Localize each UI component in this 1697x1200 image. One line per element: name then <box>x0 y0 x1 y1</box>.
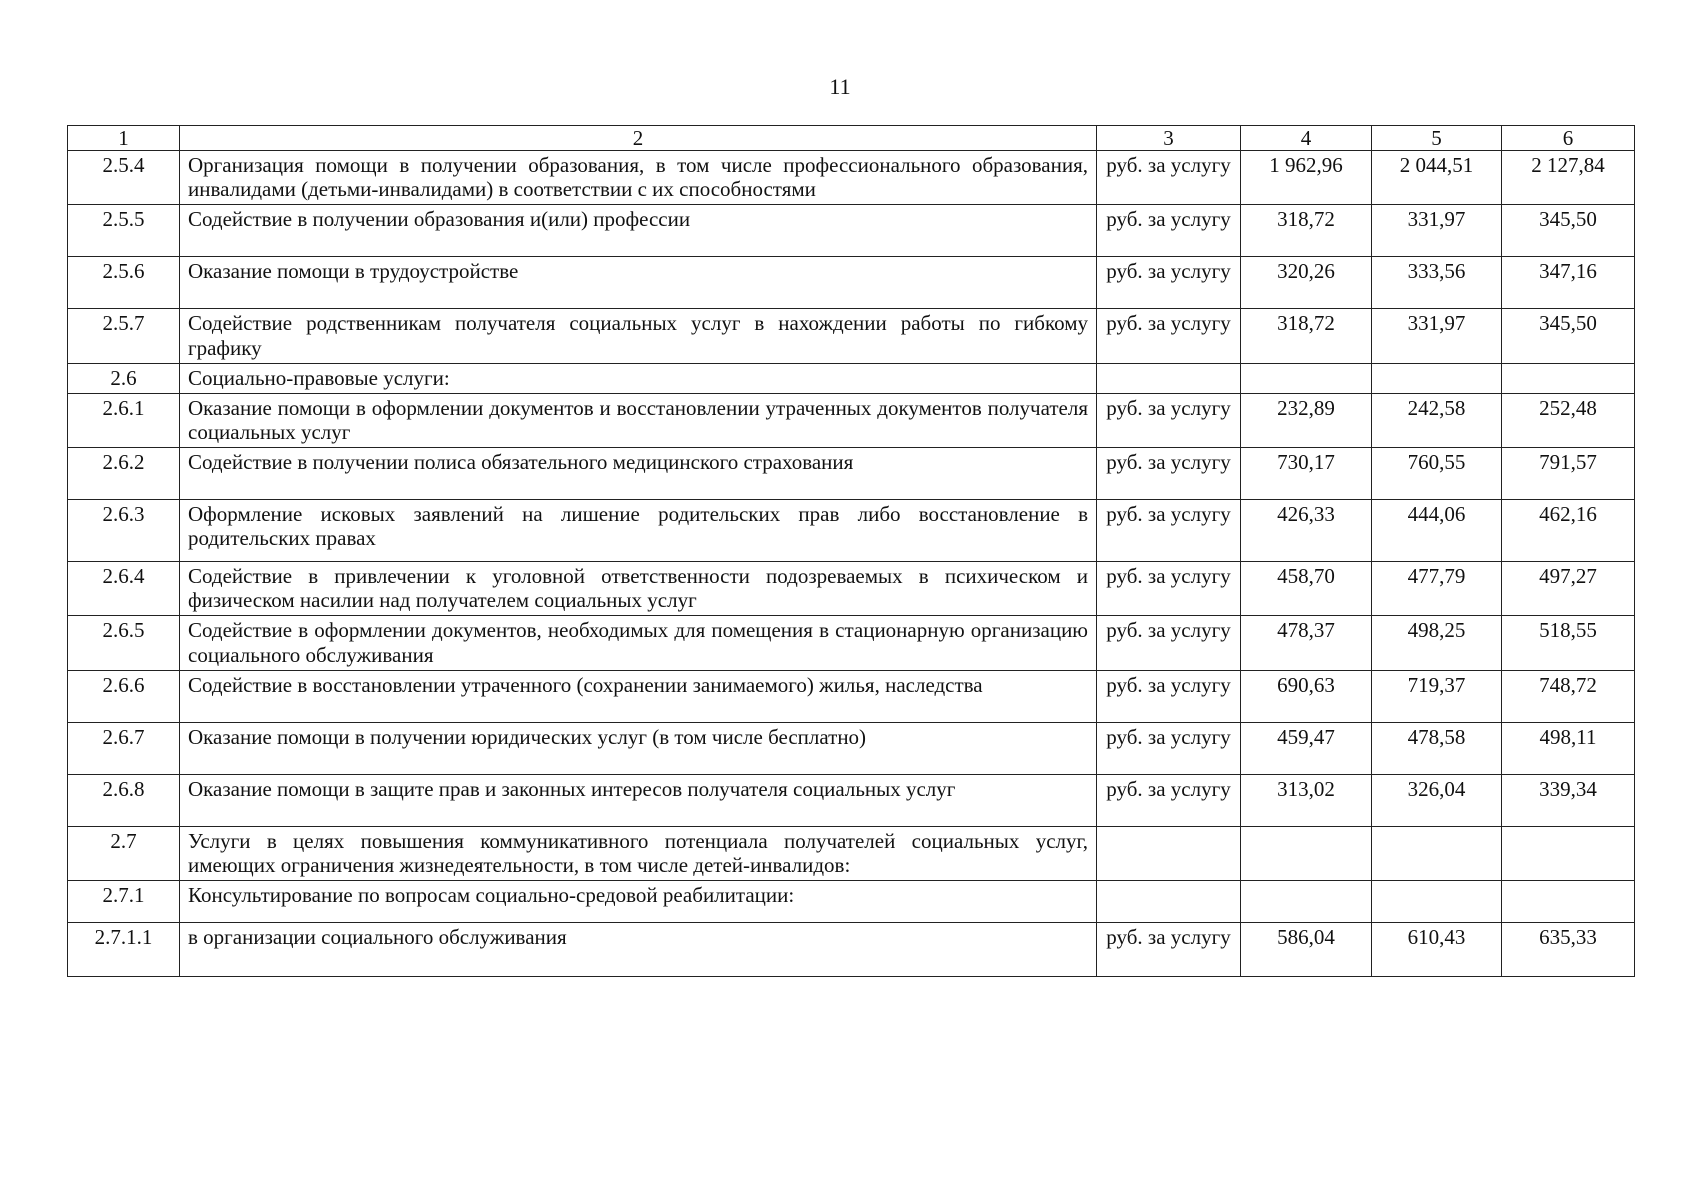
table-row <box>68 670 1635 722</box>
item-number: 2.6.5 <box>68 616 180 670</box>
page-number: 11 <box>829 74 851 99</box>
tariff-value-col-4: 426,33 <box>1241 500 1372 562</box>
tariff-value-col-6 <box>1502 880 1635 922</box>
table-row <box>68 616 1635 670</box>
item-number: 2.6.8 <box>68 774 180 826</box>
service-name: Социально-правовые услуги: <box>180 363 1097 393</box>
table-row <box>68 500 1635 562</box>
tariff-value-col-5: 331,97 <box>1372 205 1502 257</box>
tariff-value-col-5: 331,97 <box>1372 309 1502 363</box>
tariff-value-col-5: 760,55 <box>1372 448 1502 500</box>
tariff-value-col-5: 478,58 <box>1372 722 1502 774</box>
service-name: Оказание помощи в оформлении документов и восстановлении утраченных документов получателя социальных услуг <box>180 393 1097 447</box>
item-number: 2.6.7 <box>68 722 180 774</box>
service-name: Содействие в получении образования и(или) профессии <box>180 205 1097 257</box>
item-number: 2.5.6 <box>68 257 180 309</box>
unit-of-measure: руб. за услугу <box>1097 562 1241 616</box>
tariff-value-col-5: 242,58 <box>1372 393 1502 447</box>
header-col-2: 2 <box>180 126 1097 151</box>
table-row <box>68 826 1635 880</box>
tariff-value-col-6: 791,57 <box>1502 448 1635 500</box>
table-row <box>68 257 1635 309</box>
tariff-value-col-4: 318,72 <box>1241 309 1372 363</box>
tariff-value-col-4: 320,26 <box>1241 257 1372 309</box>
tariff-value-col-5: 333,56 <box>1372 257 1502 309</box>
tariff-value-col-4 <box>1241 363 1372 393</box>
table-row <box>68 151 1635 205</box>
unit-of-measure: руб. за услугу <box>1097 722 1241 774</box>
tariff-value-col-6: 345,50 <box>1502 309 1635 363</box>
tariff-value-col-6: 462,16 <box>1502 500 1635 562</box>
tariff-value-col-4: 458,70 <box>1241 562 1372 616</box>
tariff-value-col-4 <box>1241 880 1372 922</box>
tariff-value-col-4: 232,89 <box>1241 393 1372 447</box>
unit-of-measure: руб. за услугу <box>1097 393 1241 447</box>
table-row <box>68 363 1635 393</box>
unit-of-measure: руб. за услугу <box>1097 670 1241 722</box>
tariff-value-col-5: 610,43 <box>1372 922 1502 976</box>
header-col-6: 6 <box>1502 126 1635 151</box>
service-name: Содействие в привлечении к уголовной ответственности подозреваемых в психическом и физическом насилии над получателем социальных услуг <box>180 562 1097 616</box>
service-name: в организации социального обслуживания <box>180 922 1097 976</box>
item-number: 2.7 <box>68 826 180 880</box>
table-row <box>68 880 1635 922</box>
service-name: Оказание помощи в трудоустройстве <box>180 257 1097 309</box>
tariff-value-col-6: 347,16 <box>1502 257 1635 309</box>
table-body <box>68 126 1635 977</box>
table-row <box>68 205 1635 257</box>
tariff-value-col-4 <box>1241 826 1372 880</box>
header-col-5: 5 <box>1372 126 1502 151</box>
tariff-value-col-5: 326,04 <box>1372 774 1502 826</box>
unit-of-measure: руб. за услугу <box>1097 257 1241 309</box>
item-number: 2.5.7 <box>68 309 180 363</box>
item-number: 2.5.5 <box>68 205 180 257</box>
tariff-value-col-5 <box>1372 363 1502 393</box>
table-row <box>68 722 1635 774</box>
service-name: Содействие в оформлении документов, необходимых для помещения в стационарную организацию социального обслуживания <box>180 616 1097 670</box>
tariff-value-col-5: 719,37 <box>1372 670 1502 722</box>
item-number: 2.6.4 <box>68 562 180 616</box>
tariff-value-col-4: 690,63 <box>1241 670 1372 722</box>
tariff-table <box>67 125 1635 977</box>
unit-of-measure: руб. за услугу <box>1097 500 1241 562</box>
service-name: Услуги в целях повышения коммуникативного потенциала получателей социальных услуг, имеющих ограничения жизнедеятельности, в том числе детей-инвалидов: <box>180 826 1097 880</box>
header-col-1: 1 <box>68 126 180 151</box>
service-name: Организация помощи в получении образования, в том числе профессионального образования, инвалидами (детьми-инвалидами) в соответствии с их способностями <box>180 151 1097 205</box>
table-row <box>68 393 1635 447</box>
unit-of-measure: руб. за услугу <box>1097 309 1241 363</box>
tariff-value-col-4: 730,17 <box>1241 448 1372 500</box>
unit-of-measure: руб. за услугу <box>1097 922 1241 976</box>
tariff-value-col-5: 2 044,51 <box>1372 151 1502 205</box>
header-col-4: 4 <box>1241 126 1372 151</box>
item-number: 2.6.6 <box>68 670 180 722</box>
tariff-value-col-5: 498,25 <box>1372 616 1502 670</box>
tariff-value-col-4: 478,37 <box>1241 616 1372 670</box>
unit-of-measure: руб. за услугу <box>1097 774 1241 826</box>
table-row <box>68 309 1635 363</box>
service-name: Содействие в получении полиса обязательного медицинского страхования <box>180 448 1097 500</box>
service-name: Оказание помощи в защите прав и законных интересов получателя социальных услуг <box>180 774 1097 826</box>
unit-of-measure: руб. за услугу <box>1097 616 1241 670</box>
item-number: 2.5.4 <box>68 151 180 205</box>
service-name: Оформление исковых заявлений на лишение родительских прав либо восстановление в родительских правах <box>180 500 1097 562</box>
service-name: Содействие родственникам получателя социальных услуг в нахождении работы по гибкому графику <box>180 309 1097 363</box>
tariff-value-col-6: 498,11 <box>1502 722 1635 774</box>
unit-of-measure <box>1097 880 1241 922</box>
tariff-value-col-6: 635,33 <box>1502 922 1635 976</box>
tariff-value-col-6: 339,34 <box>1502 774 1635 826</box>
unit-of-measure: руб. за услугу <box>1097 448 1241 500</box>
table-row <box>68 448 1635 500</box>
tariff-value-col-6 <box>1502 826 1635 880</box>
unit-of-measure <box>1097 363 1241 393</box>
table-row <box>68 562 1635 616</box>
tariff-value-col-4: 1 962,96 <box>1241 151 1372 205</box>
item-number: 2.7.1.1 <box>68 922 180 976</box>
item-number: 2.6.2 <box>68 448 180 500</box>
tariff-value-col-6: 497,27 <box>1502 562 1635 616</box>
header-col-3: 3 <box>1097 126 1241 151</box>
tariff-value-col-5 <box>1372 880 1502 922</box>
tariff-value-col-6: 518,55 <box>1502 616 1635 670</box>
tariff-value-col-5: 477,79 <box>1372 562 1502 616</box>
tariff-value-col-5: 444,06 <box>1372 500 1502 562</box>
tariff-value-col-6: 252,48 <box>1502 393 1635 447</box>
item-number: 2.6 <box>68 363 180 393</box>
tariff-value-col-6: 748,72 <box>1502 670 1635 722</box>
tariff-value-col-4: 459,47 <box>1241 722 1372 774</box>
service-name: Содействие в восстановлении утраченного (сохранении занимаемого) жилья, наследства <box>180 670 1097 722</box>
service-name: Оказание помощи в получении юридических услуг (в том числе бесплатно) <box>180 722 1097 774</box>
tariff-value-col-6 <box>1502 363 1635 393</box>
tariff-value-col-6: 2 127,84 <box>1502 151 1635 205</box>
tariff-value-col-4: 318,72 <box>1241 205 1372 257</box>
tariff-value-col-4: 313,02 <box>1241 774 1372 826</box>
table-row <box>68 922 1635 976</box>
item-number: 2.7.1 <box>68 880 180 922</box>
tariff-value-col-6: 345,50 <box>1502 205 1635 257</box>
tariff-value-col-5 <box>1372 826 1502 880</box>
unit-of-measure: руб. за услугу <box>1097 205 1241 257</box>
tariff-value-col-4: 586,04 <box>1241 922 1372 976</box>
unit-of-measure <box>1097 826 1241 880</box>
table-row <box>68 774 1635 826</box>
unit-of-measure: руб. за услугу <box>1097 151 1241 205</box>
item-number: 2.6.1 <box>68 393 180 447</box>
item-number: 2.6.3 <box>68 500 180 562</box>
column-number-row <box>68 126 1635 151</box>
service-name: Консультирование по вопросам социально-средовой реабилитации: <box>180 880 1097 922</box>
